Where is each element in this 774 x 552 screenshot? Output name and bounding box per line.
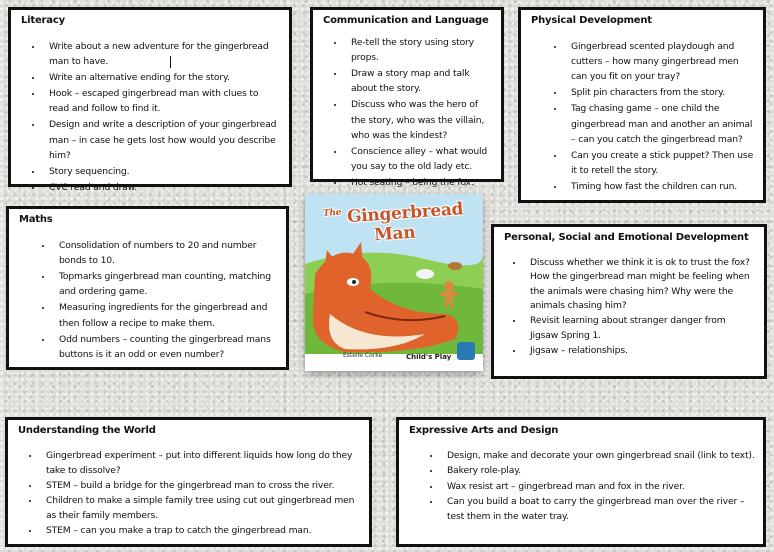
book-publisher: Child's Play: [406, 353, 452, 361]
literacy-box: [8, 7, 292, 193]
list-item: • Measuring ingredients for the gingerbread and then follow a recipe to make them.: [53, 300, 278, 330]
list-item: • Odd numbers – counting the gingerbread mans buttons is it an odd or even number?: [53, 332, 278, 362]
expressive-box: [396, 417, 766, 547]
list-item: • Wax resist art – gingerbread man and fox in the river.: [441, 480, 755, 495]
text-cursor: [170, 56, 171, 68]
list-item: • Topmarks gingerbread man counting, matching and ordering game.: [53, 269, 278, 299]
maths-list: [19, 238, 278, 362]
literacy-title: Literacy: [21, 15, 65, 26]
pse-list: [504, 256, 756, 358]
understanding-list: [18, 449, 361, 539]
maths-box: [6, 206, 289, 370]
understanding-title: Understanding the World: [18, 425, 156, 436]
list-item: • Conscience alley – what would you say to the old lady etc.: [345, 144, 493, 174]
list-item: • Timing how fast the children can run.: [565, 179, 755, 194]
list-item: • Story sequencing.: [43, 164, 281, 179]
list-item: • Gingerbread experiment – put into different liquids how long do they take to dissolve?: [40, 449, 361, 478]
list-item: • CVC read and draw.: [43, 180, 281, 195]
literacy-list: [21, 39, 281, 195]
book-author: Estelle Corke: [343, 352, 383, 359]
pse-title: Personal, Social and Emotional Development: [504, 232, 749, 243]
list-item: • STEM – build a bridge for the gingerbread man to cross the river.: [40, 479, 361, 494]
list-item: • Design and write a description of your gingerbread man – in case he gets lost how would you describe him?: [43, 117, 281, 163]
list-item: • Revisit learning about stranger danger from Jigsaw Spring 1.: [524, 314, 756, 343]
list-item: • Split pin characters from the story.: [565, 85, 755, 100]
list-item: • Hook – escaped gingerbread man with clues to read and follow to find it.: [43, 86, 281, 116]
list-item: • Hot seating – being the fox.: [345, 175, 493, 190]
list-item: • Tag chasing game – one child the gingerbread man and another an animal – can you catch the gingerbread man?: [565, 101, 755, 147]
list-item: • Discuss who was the hero of the story, who was the villain, who was the kindest?: [345, 97, 493, 143]
list-item: • Jigsaw – relationships.: [524, 344, 756, 358]
list-item: • Can you build a boat to carry the gingerbread man over the river – test them in the water tray.: [441, 495, 755, 524]
list-item: • Consolidation of numbers to 20 and number bonds to 10.: [53, 238, 278, 268]
list-item: • STEM – can you make a trap to catch the gingerbread man.: [40, 524, 361, 539]
book-title: $^{The}$ Gingerbread Man: [322, 199, 464, 246]
list-item: • Children to make a simple family tree using cut out gingerbread men as their family members.: [40, 494, 361, 523]
list-item: • Draw a story map and talk about the story.: [345, 66, 493, 96]
maths-title: Maths: [19, 214, 53, 225]
list-item: • Discuss whether we think it is ok to trust the fox? How the gingerbread man might be feeling when the animals were chasing him? Why were the animals chasing him?: [524, 256, 756, 314]
list-item: • Write about a new adventure for the gingerbread man to have.: [43, 39, 281, 69]
expressive-list: [409, 449, 755, 524]
communication-box: [310, 7, 504, 189]
list-item: • Gingerbread scented playdough and cutters – how many gingerbread men can you fit on your tray?: [565, 39, 755, 85]
physical-title: Physical Development: [531, 15, 652, 26]
list-item: • Design, make and decorate your own gingerbread snail (link to text).: [441, 449, 755, 464]
understanding-box: [5, 417, 372, 547]
list-item: • Re-tell the story using story props.: [345, 35, 493, 65]
communication-title: Communication and Language: [323, 15, 489, 26]
book-cover-image: [305, 194, 483, 371]
list-item: • Can you create a stick puppet? Then use it to retell the story.: [565, 148, 755, 178]
physical-list: [531, 39, 755, 194]
physical-box: [518, 7, 766, 203]
pse-box: [491, 224, 767, 379]
list-item: • Bakery role-play.: [441, 464, 755, 479]
expressive-title: Expressive Arts and Design: [409, 425, 559, 436]
communication-list: [323, 35, 493, 190]
list-item: • Write an alternative ending for the story.: [43, 70, 281, 85]
